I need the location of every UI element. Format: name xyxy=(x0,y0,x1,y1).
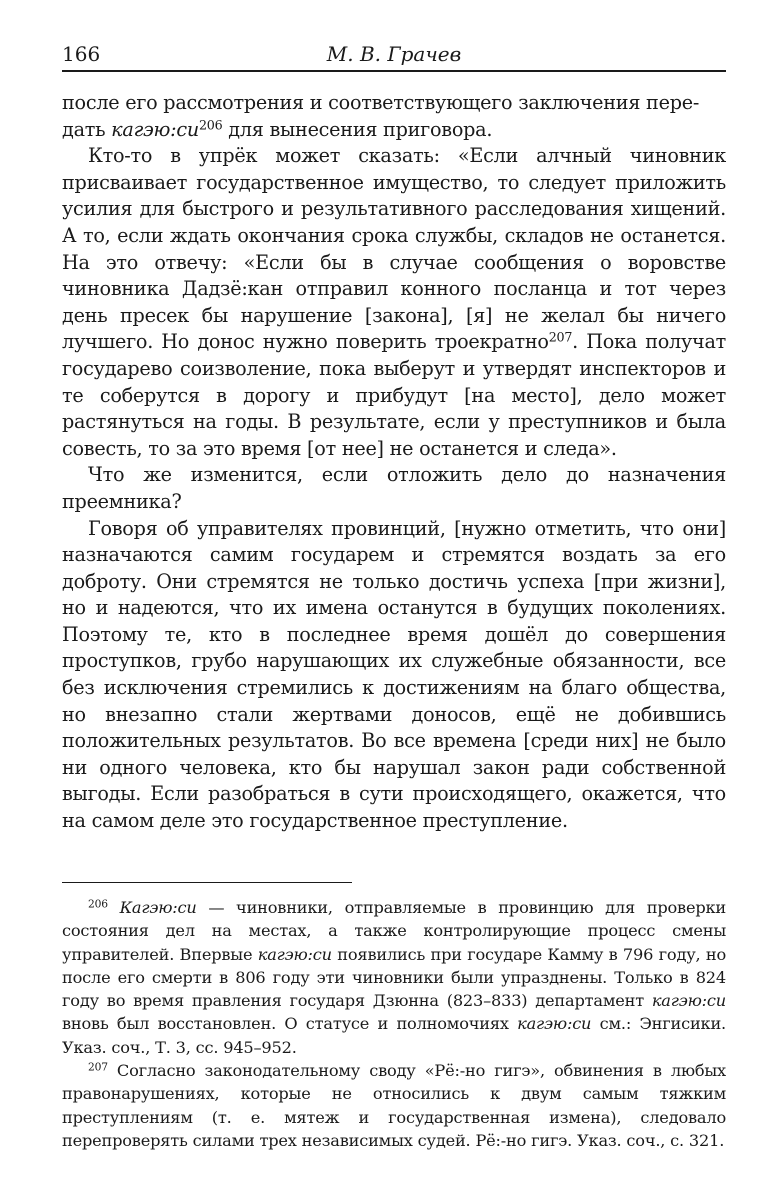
term-italic: кагэю:си xyxy=(651,991,726,1011)
page-header xyxy=(62,40,726,70)
footnote-ref: 206 xyxy=(198,117,223,133)
text-run: для вынесения приговора. xyxy=(222,117,493,141)
text-run: — чиновники, отправляемые в провинцию для проверки состояния дел на местах, а также контролирующие процесс смены управителей. Впервые xyxy=(62,898,726,964)
text-run: появились при государе Камму в 796 году, но после его смерти в 806 году эти чиновники были упразднены. Только в 824 году во время правления государя Дзюнна (823–833) департамент xyxy=(62,944,726,1011)
term-italic: кагэю:си xyxy=(111,117,199,141)
text-run: см.: Энгисики. Указ. соч., Т. 3, сс. 945–952. xyxy=(62,1014,726,1057)
header-rule xyxy=(62,70,726,72)
text-run: Кто-то в упрёк может сказать: «Если алчный чиновник присваивает государственное имущество, то следует приложить усилия для быстрого и результативного расследования хищений. А то, если ждать окончания срока службы, складов не останется. На это отвечу: «Если бы в случае сообщения о воровстве чиновника Дадзё:кан отправил конного посланца и тот через день пресек бы нарушение [закона], [я] не желал бы ничего лучшего. Но донос нужно поверить троекратно xyxy=(62,144,726,354)
text-run: Согласно законодательному своду «Рё:-но гигэ», обвинения в любых правонарушениях, которые не относились к двум самым тяжким преступлениям (т. е. мятеж и государственная измена), следовало перепроверять силами трех независимых судей. Рё:-но гигэ. Указ. соч., с. 321. xyxy=(62,1061,726,1150)
paragraph xyxy=(62,143,726,462)
footnote-206 xyxy=(62,896,726,1059)
text-run: после его рассмотрения и соответствующего заключения пере- xyxy=(62,91,700,114)
term-italic: Кагэю:си xyxy=(119,898,197,917)
footnote-number: 206 xyxy=(88,897,108,911)
paragraph: Что же изменится, если отложить дело до назначения преемника? xyxy=(62,463,726,513)
text-run: дать xyxy=(62,117,112,141)
text-run: вновь был восстановлен. О статусе и полномочиях xyxy=(62,1014,518,1034)
footnote-number: 207 xyxy=(88,1060,108,1074)
paragraph-continued xyxy=(62,90,726,143)
text-run: . Пока получат государево соизволение, пока выберут и утвердят инспекторов и те соберутся в дорогу и прибудут [на место], дело может растянуться на годы. В результате, если у преступников и была совесть, то за это время [от нее] не останется и следа». xyxy=(62,330,727,460)
term-italic: кагэю:си xyxy=(517,1014,592,1034)
footnotes xyxy=(62,896,726,1152)
footnote-207 xyxy=(62,1059,726,1152)
footnote-ref: 207 xyxy=(548,330,573,346)
main-text xyxy=(62,90,726,835)
page-number: 166 xyxy=(62,42,101,66)
running-head: М. В. Грачев xyxy=(326,42,462,66)
term-italic: кагэю:си xyxy=(257,944,332,964)
footnote-separator xyxy=(62,882,352,883)
paragraph: Говоря об управителях провинций, [нужно отметить, что они] назначаются самим государем и стремятся воздать за его доброту. Они стремятся не только достичь успеха [при жизни], но и надеются, что их имена останутся в будущих поколениях. Поэтому те, кто в последнее время дошёл до совершения проступков, грубо нарушающих их служебные обязанности, все без исключения стремились к достижениям на благо общества, но внезапно стали жертвами доносов, ещё не добившись положительных результатов. Во все времена [среди них] не было ни одного человека, кто бы нарушал закон ради собственной выгоды. Если разобраться в сути происходящего, окажется, что на самом деле это государственное преступление. xyxy=(62,516,726,833)
